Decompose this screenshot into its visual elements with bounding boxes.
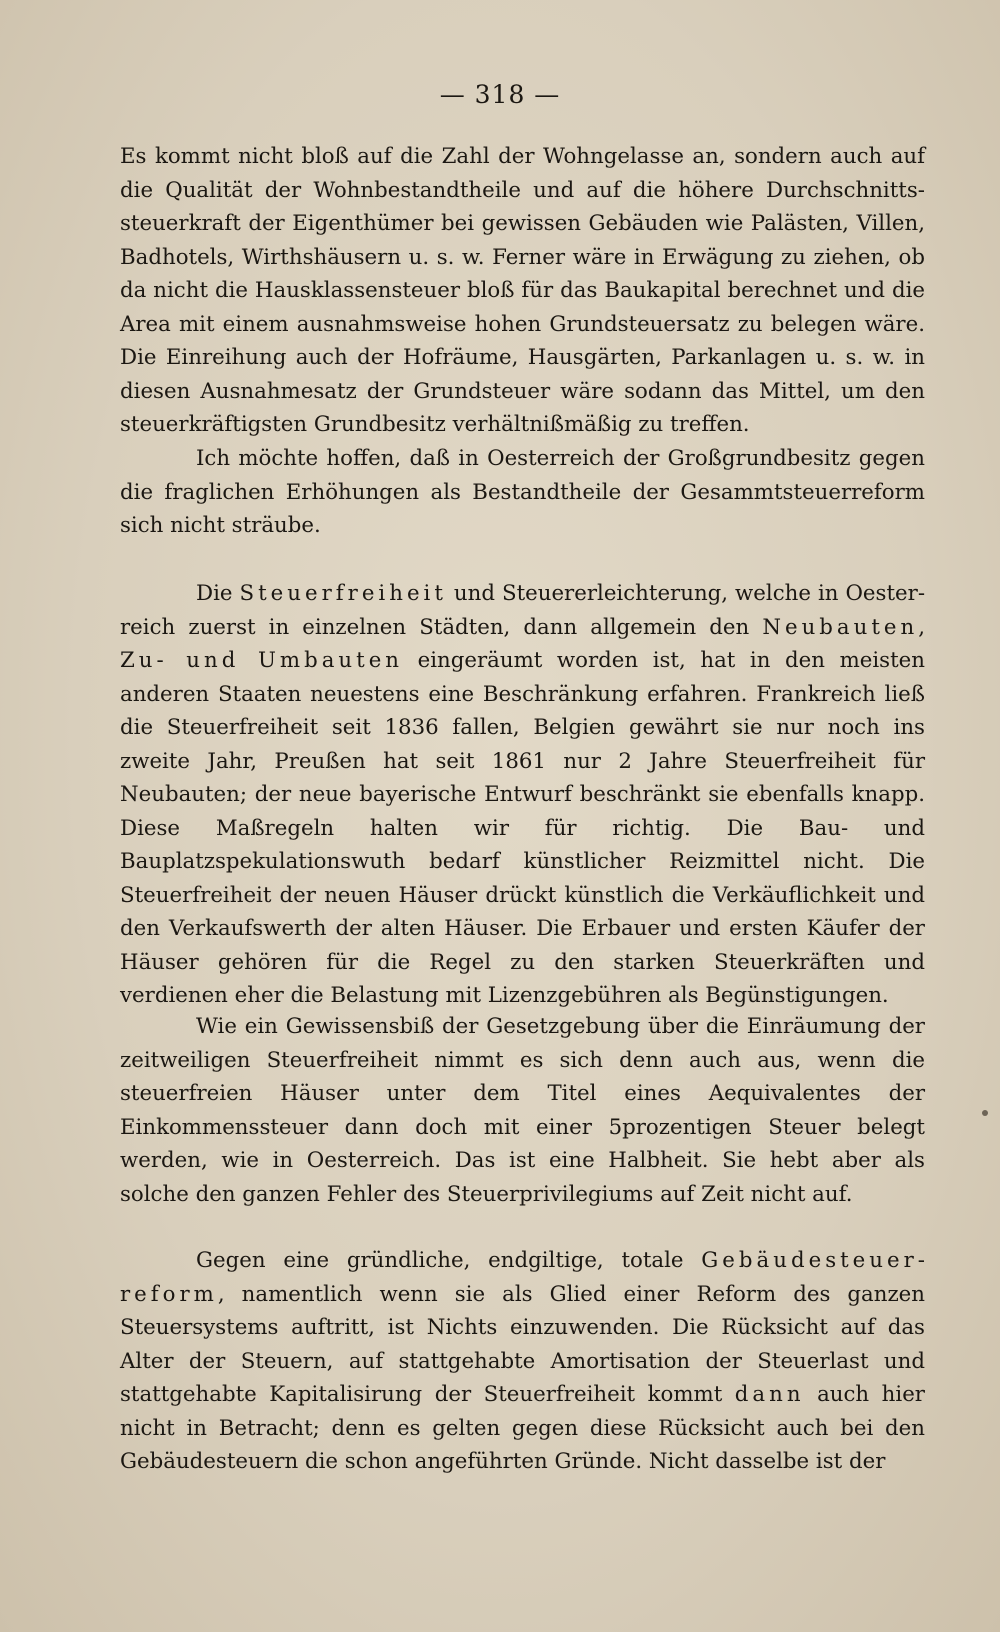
paragraph-text xyxy=(120,1244,925,1479)
paragraph-tax-exemption xyxy=(120,577,925,1013)
paragraph-text: Wie ein Gewissensbiß der Gesetzgebung über die Einräumung der zeitweiligen Steuerfreiheit nimmt es sich denn auch aus, wenn die steuerfreien Häuser unter dem Titel eines Aequivalentes der Einkommenssteuer dann doch mit einer 5prozentigen Steuer belegt werden, wie in Oesterreich. Das ist eine Halbheit. Sie hebt aber als solche den ganzen Fehler des Steuerprivilegiums auf Zeit nicht auf. xyxy=(120,1014,925,1207)
paragraph-hope-austria xyxy=(120,442,925,543)
emphasis-zu-und-umbauten: Zu- und Umbauten xyxy=(120,648,404,673)
page-number: — 318 — xyxy=(439,80,561,109)
emphasis-gebaeudesteuerreform: Gebäudesteuerreform xyxy=(120,1248,925,1307)
text-run: , namentlich wenn sie als Glied einer Reform des ganzen Steuersystems auftritt, ist Nichts einzuwenden. Die Rücksicht auf das Alter der Steuern, auf stattgehabte Amortisation der Steuerlast und stattgehabte Kapitalisirung der Steuerfreiheit kommt xyxy=(120,1281,925,1407)
paragraph-conscience xyxy=(120,1010,925,1211)
text-run: Die xyxy=(196,581,240,606)
text-run: und Steuererleichterung, welche in Oesterreich zuerst in einzelnen Städten, dann allgemein den xyxy=(120,581,926,640)
emphasis-dann: dann xyxy=(734,1382,805,1407)
paragraph-continuation xyxy=(120,140,925,442)
text-run: auch hier nicht in Betracht; denn es gelten gegen diese Rücksicht auch bei den Gebäudesteuern die schon angeführten Gründe. Nicht dasselbe ist der xyxy=(120,1382,925,1474)
text-run: eingeräumt worden ist, hat in den meisten anderen Staaten neuestens eine Beschränkung erfahren. Frankreich ließ die Steuerfreiheit seit 1836 fallen, Belgien gewährt sie nur noch ins zweite Jahr, Preußen hat seit 1861 nur 2 Jahre Steuerfreiheit für Neubauten; der neue bayerische Entwurf beschränkt sie ebenfalls knapp. Diese Maßregeln halten wir für richtig. Die Bau- und Bauplatzspekulationswuth bedarf künstlicher Reizmittel nicht. Die Steuerfreiheit der neuen Häuser drückt künstlich die Verkäuflichkeit und den Verkaufswerth der alten Häuser. Die Erbauer und ersten Käufer der Häuser gehören für die Regel zu den starken Steuerkräften und verdienen eher die Belastung mit Lizenzgebühren als Begünstigungen. xyxy=(120,648,925,1008)
emphasis-steuerfreiheit: Steuerfreiheit xyxy=(239,581,447,606)
paragraph-building-tax-reform xyxy=(120,1244,925,1479)
emphasis-neubauten: Neubauten xyxy=(762,614,919,640)
paragraph-text: Ich möchte hoffen, daß in Oesterreich der Großgrundbesitz gegen die fraglichen Erhöhungen als Bestandtheile der Gesammtsteuerreform sich nicht sträube. xyxy=(120,446,925,538)
paragraph-text xyxy=(120,577,925,1013)
paper-spot xyxy=(982,1110,988,1116)
text-run: Gegen eine gründliche, endgiltige, totale xyxy=(196,1248,702,1273)
text-run: , xyxy=(918,614,925,640)
paragraph-text: Es kommt nicht bloß auf die Zahl der Wohngelasse an, sondern auch auf die Qualität der Wohnbestandtheile und auf die höhere Durchschnittssteuerkraft der Eigenthümer bei gewissen Gebäuden wie Palästen, Villen, Badhotels, Wirthshäusern u. s. w. Ferner wäre in Erwägung zu ziehen, ob da nicht die Hausklassensteuer bloß für das Baukapital berechnet und die Area mit einem ausnahmsweise hohen Grundsteuersatz zu belegen wäre. Die Einreihung auch der Hofräume, Hausgärten, Parkanlagen u. s. w. in diesen Ausnahmesatz der Grundsteuer wäre sodann das Mittel, um den steuerkräftigsten Grundbesitz verhältnißmäßig zu treffen. xyxy=(120,144,925,437)
